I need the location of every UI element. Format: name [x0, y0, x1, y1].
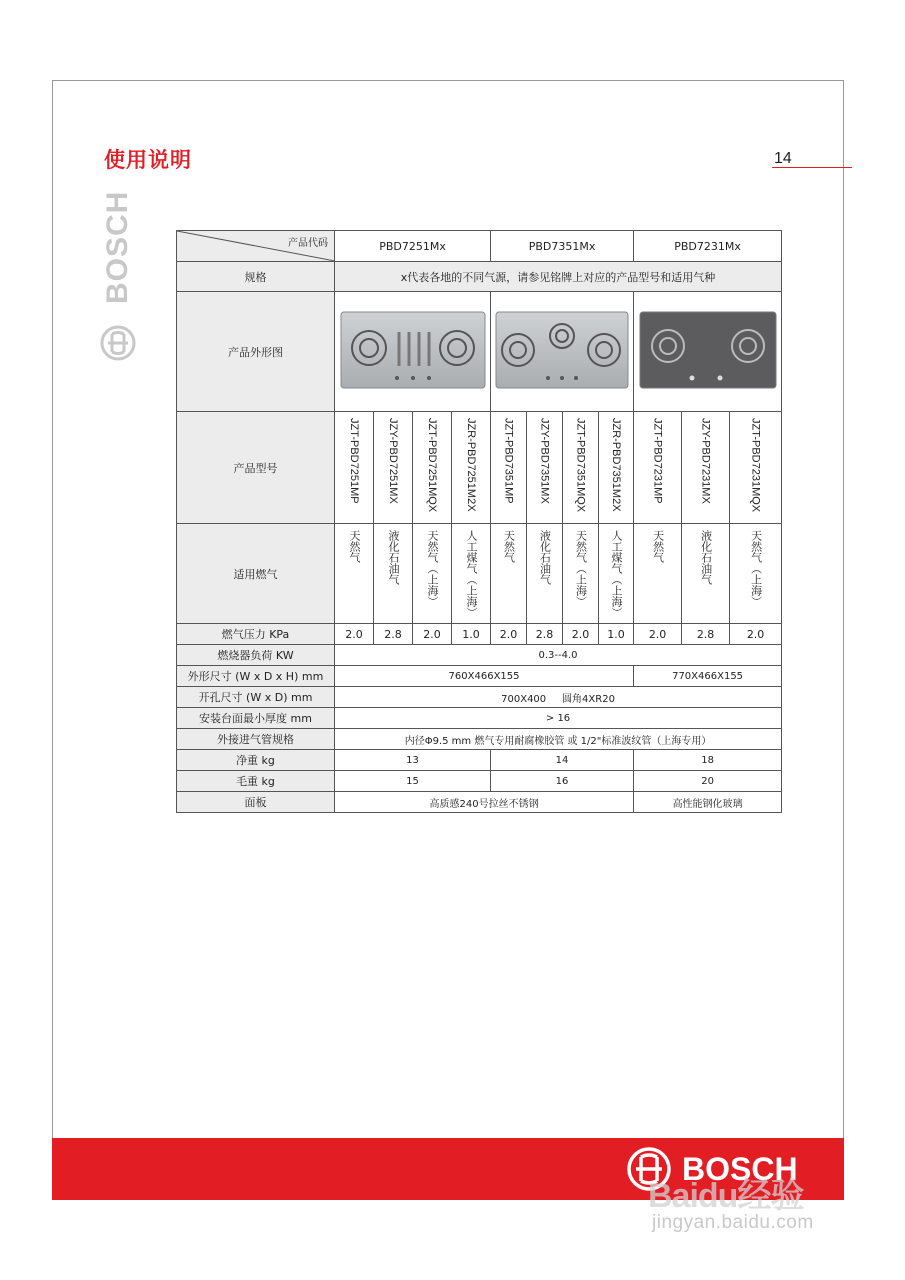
corner-bottom-label: 规格	[177, 262, 335, 292]
model-no-9: JZT-PBD7231MP	[634, 412, 682, 524]
gross-weight-3: 20	[634, 771, 782, 792]
gas-type-2: 液化石油气	[374, 524, 413, 624]
gross-weight-1: 15	[335, 771, 491, 792]
bosch-armature-icon	[100, 325, 136, 361]
row-label-gas-type: 适用燃气	[177, 524, 335, 624]
page-title: 使用说明	[104, 148, 192, 172]
gas-type-9: 天然气	[634, 524, 682, 624]
row-label-net-weight: 净重 kg	[177, 750, 335, 771]
net-weight-1: 13	[335, 750, 491, 771]
net-weight-3: 18	[634, 750, 782, 771]
pressure-5: 2.0	[491, 624, 527, 645]
model-no-3: JZT-PBD7251MQX	[413, 412, 452, 524]
side-brand	[98, 190, 138, 370]
row-label-load: 燃烧器负荷 KW	[177, 645, 335, 666]
row-label-cut-size: 开孔尺寸 (W x D) mm	[177, 687, 335, 708]
model-no-1: JZT-PBD7251MP	[335, 412, 374, 524]
row-label-pipe-spec: 外接进气管规格	[177, 729, 335, 750]
row-label-gross-weight: 毛重 kg	[177, 771, 335, 792]
load-value: 0.3--4.0	[335, 645, 782, 666]
cut-size-value: 700X400	[501, 693, 547, 705]
model-no-2: JZY-PBD7251MX	[374, 412, 413, 524]
corner-top-label: 产品代码	[288, 238, 328, 249]
row-label-appearance: 产品外形图	[177, 292, 335, 412]
model-no-7: JZT-PBD7351MQX	[563, 412, 599, 524]
pressure-11: 2.0	[730, 624, 782, 645]
pressure-1: 2.0	[335, 624, 374, 645]
pressure-2: 2.8	[374, 624, 413, 645]
gross-weight-2: 16	[491, 771, 634, 792]
panel-a: 高质感240号拉丝不锈钢	[335, 792, 634, 813]
pressure-3: 2.0	[413, 624, 452, 645]
model-no-8: JZR-PBD7351M2X	[599, 412, 634, 524]
cooktop-three-burner-steel-icon	[494, 310, 630, 390]
pressure-10: 2.8	[682, 624, 730, 645]
row-label-outer-size: 外形尺寸 (W x D x H) mm	[177, 666, 335, 687]
spec-table	[176, 230, 782, 813]
cut-size	[335, 687, 782, 708]
footer-brand-text: BOSCH	[682, 1151, 798, 1187]
gas-type-5: 天然气	[491, 524, 527, 624]
model-no-10: JZY-PBD7231MX	[682, 412, 730, 524]
model-no-4: JZR-PBD7251M2X	[452, 412, 491, 524]
row-label-model-no: 产品型号	[177, 412, 335, 524]
gas-type-1: 天然气	[335, 524, 374, 624]
product-image-3	[634, 292, 782, 412]
model-no-5: JZT-PBD7351MP	[491, 412, 527, 524]
panel-b: 高性能钢化玻璃	[634, 792, 782, 813]
row-label-min-thickness: 安装台面最小厚度 mm	[177, 708, 335, 729]
gas-type-4: 人工煤气（上海）	[452, 524, 491, 624]
gas-type-8: 人工煤气（上海）	[599, 524, 634, 624]
outer-size-b: 770X466X155	[634, 666, 782, 687]
gas-type-7: 天然气（上海）	[563, 524, 599, 624]
gas-type-10: 液化石油气	[682, 524, 730, 624]
min-thickness-value: > 16	[335, 708, 782, 729]
model-header-3: PBD7231Mx	[634, 231, 782, 262]
row-label-pressure: 燃气压力 KPa	[177, 624, 335, 645]
product-image-1	[335, 292, 491, 412]
row-label-panel: 面板	[177, 792, 335, 813]
side-brand-text: BOSCH	[101, 190, 134, 305]
pressure-4: 1.0	[452, 624, 491, 645]
cut-size-corner: 圆角4XR20	[562, 693, 615, 705]
page-number-underline	[772, 167, 852, 168]
model-no-6: JZY-PBD7351MX	[527, 412, 563, 524]
model-no-11: JZT-PBD7231MQX	[730, 412, 782, 524]
cooktop-two-burner-steel-icon	[339, 310, 487, 390]
gas-type-3: 天然气（上海）	[413, 524, 452, 624]
outer-size-a: 760X466X155	[335, 666, 634, 687]
model-header-1: PBD7251Mx	[335, 231, 491, 262]
pressure-8: 1.0	[599, 624, 634, 645]
cooktop-two-burner-glass-icon	[638, 310, 778, 390]
net-weight-2: 14	[491, 750, 634, 771]
spec-note: x代表各地的不同气源，请参见铭牌上对应的产品型号和适用气种	[335, 262, 782, 292]
watermark-baidu: Baidu经验	[648, 1177, 804, 1215]
model-header-2: PBD7351Mx	[491, 231, 634, 262]
product-image-2	[491, 292, 634, 412]
gas-type-6: 液化石油气	[527, 524, 563, 624]
gas-type-11: 天然气（上海）	[730, 524, 782, 624]
pressure-6: 2.8	[527, 624, 563, 645]
pipe-spec-value: 内径Φ9.5 mm 燃气专用耐腐橡胶管 或 1/2"标准波纹管（上海专用）	[335, 729, 782, 750]
pressure-9: 2.0	[634, 624, 682, 645]
page-number: 14	[774, 150, 792, 167]
corner-cell	[177, 231, 335, 262]
pressure-7: 2.0	[563, 624, 599, 645]
watermark-url: jingyan.baidu.com	[652, 1212, 814, 1233]
